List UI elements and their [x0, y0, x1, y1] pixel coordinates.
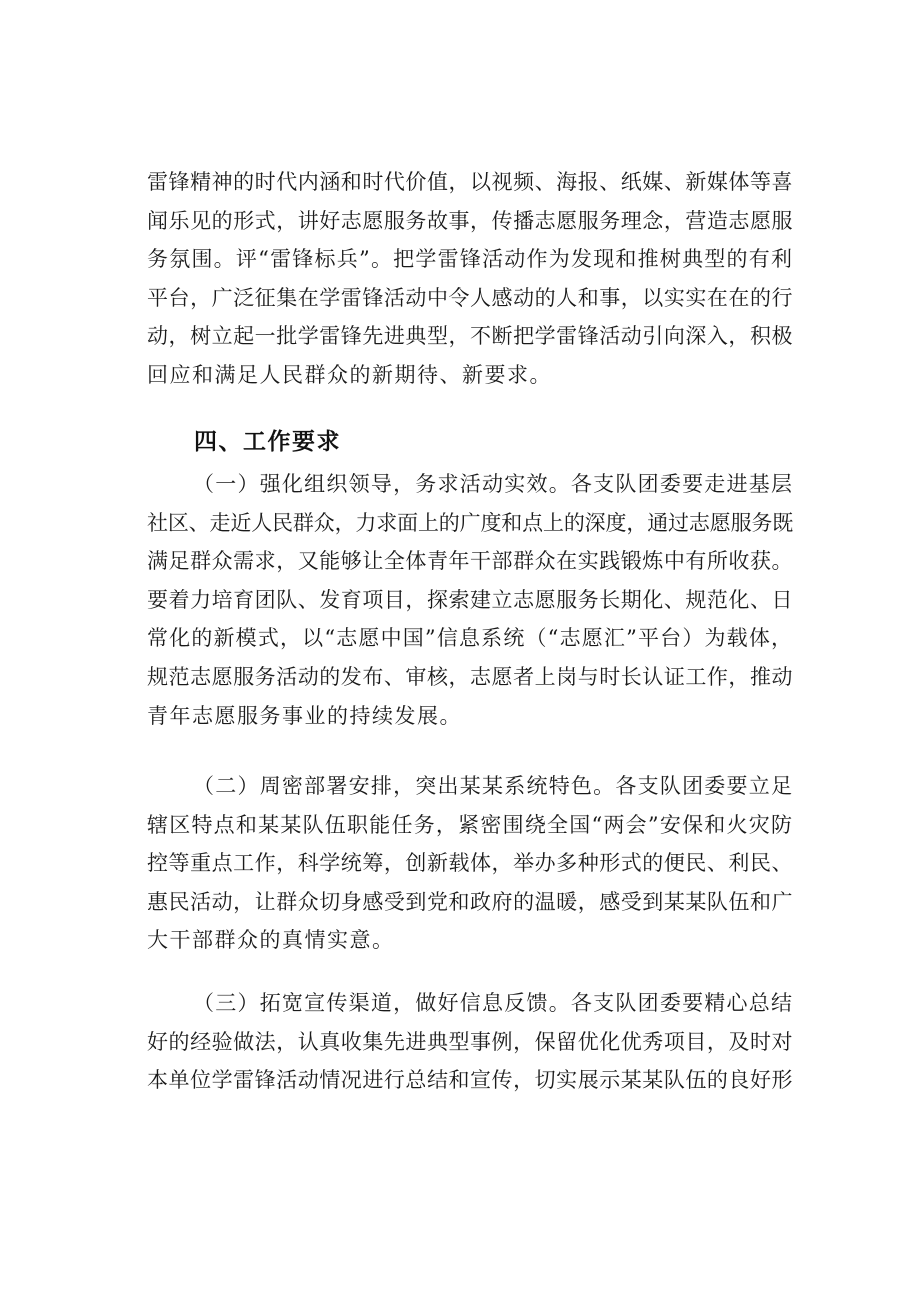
text-line: 控等重点工作，科学统筹，创新载体，举办多种形式的便民、利民、: [147, 851, 793, 876]
requirement-paragraph-2: [147, 767, 793, 960]
text-line: 大干部群众的真情实意。: [147, 928, 395, 953]
requirement-paragraph-1: [147, 465, 793, 735]
text-line: 闻乐见的形式，讲好志愿服务故事，传播志愿服务理念，营造志愿服: [147, 208, 793, 233]
text-line: 青年志愿服务事业的持续发展。: [147, 703, 462, 728]
text-line: 常化的新模式，以“志愿中国”信息系统（“志愿汇”平台）为载体，: [147, 626, 793, 651]
requirement-paragraph-3: [147, 984, 793, 1100]
text-line: 动，树立起一批学雷锋先进典型，不断把学雷锋活动引向深入，积极: [147, 324, 793, 349]
text-line: （二）周密部署安排，突出某某系统特色。各支队团委要立足: [193, 774, 793, 798]
text-line: 好的经验做法，认真收集先进典型事例，保留优化优秀项目，及时对: [147, 1029, 793, 1054]
text-line: 满足群众需求，又能够让全体青年干部群众在实践锻炼中有所收获。: [147, 549, 793, 574]
text-line: 惠民活动，让群众切身感受到党和政府的温暖，感受到某某队伍和广: [147, 889, 793, 914]
text-line: 回应和满足人民群众的新期待、新要求。: [147, 362, 552, 387]
text-line: 辖区特点和某某队伍职能任务，紧密围绕全国“两会”安保和火灾防: [147, 812, 793, 837]
text-line: 本单位学雷锋活动情况进行总结和宣传，切实展示某某队伍的良好形: [147, 1068, 793, 1093]
text-line: 务氛围。评“雷锋标兵”。把学雷锋活动作为发现和推树典型的有利: [147, 247, 793, 272]
text-line: （一）强化组织领导，务求活动实效。各支队团委要走进基层: [193, 472, 793, 496]
text-line: 平台，广泛征集在学雷锋活动中令人感动的人和事，以实实在在的行: [147, 285, 793, 310]
text-line: 要着力培育团队、发育项目，探索建立志愿服务长期化、规范化、日: [147, 587, 793, 612]
section-heading: 四、工作要求: [194, 429, 341, 455]
intro-paragraph: [147, 163, 793, 395]
text-line: 社区、走近人民群众，力求面上的广度和点上的深度，通过志愿服务既: [147, 510, 793, 535]
text-line: 雷锋精神的时代内涵和时代价值，以视频、海报、纸媒、新媒体等喜: [147, 170, 793, 194]
text-line: （三）拓宽宣传渠道，做好信息反馈。各支队团委要精心总结: [193, 991, 793, 1015]
text-line: 规范志愿服务活动的发布、审核，志愿者上岗与时长认证工作，推动: [147, 664, 793, 689]
